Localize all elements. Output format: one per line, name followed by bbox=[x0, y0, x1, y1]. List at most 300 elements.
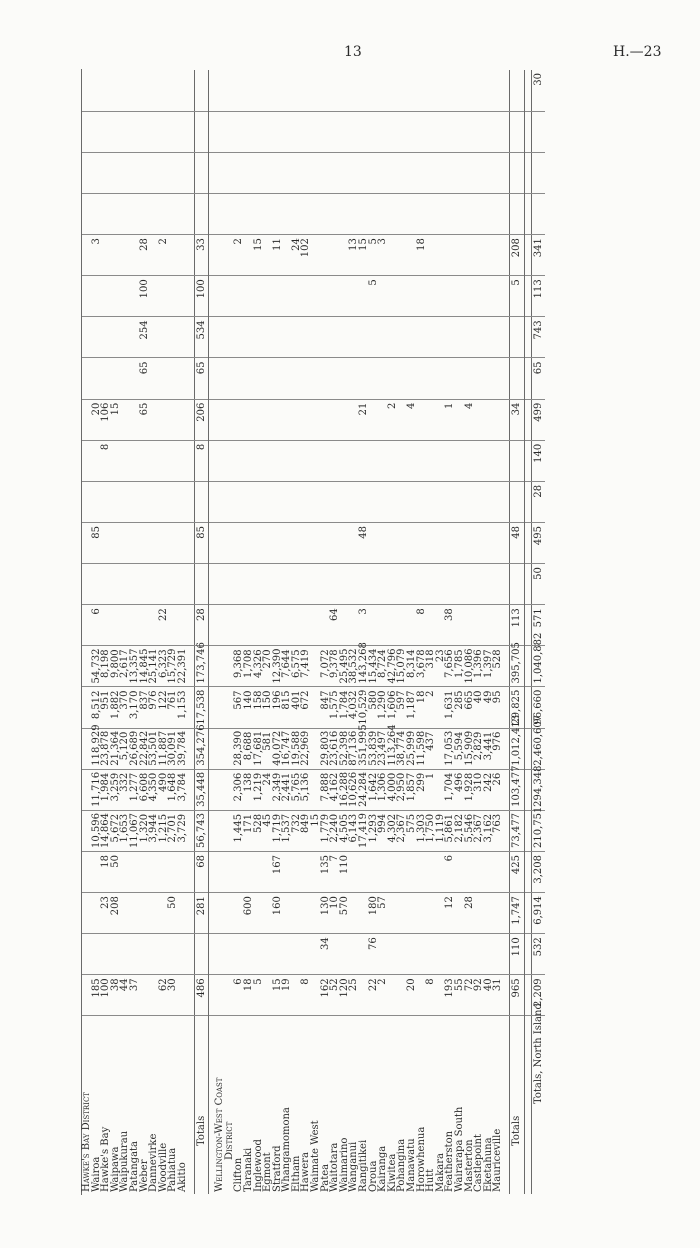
value-cell bbox=[493, 893, 503, 934]
value-cell bbox=[321, 235, 331, 276]
value-cell: 532 bbox=[531, 934, 545, 975]
value-cell: 130 bbox=[321, 893, 331, 934]
value-cell: 10,596 bbox=[92, 810, 102, 851]
value-cell: 24,284 bbox=[359, 769, 369, 810]
value-cell bbox=[455, 605, 465, 646]
value-cell bbox=[359, 194, 369, 235]
value-cell bbox=[292, 152, 302, 193]
value-cell: 8 bbox=[101, 440, 111, 481]
value-cell: 499 bbox=[531, 399, 545, 440]
value-cell bbox=[436, 440, 446, 481]
value-cell bbox=[292, 358, 302, 399]
value-cell: 815 bbox=[282, 687, 292, 728]
value-cell bbox=[225, 70, 235, 111]
value-cell bbox=[301, 358, 311, 399]
value-cell bbox=[254, 276, 264, 317]
value-cell: 496 bbox=[455, 769, 465, 810]
value-cell: 106 bbox=[101, 399, 111, 440]
value-cell bbox=[321, 440, 331, 481]
value-cell: 743 bbox=[531, 317, 545, 358]
value-cell bbox=[493, 399, 503, 440]
value-cell bbox=[140, 975, 150, 1016]
value-cell: 53,501 bbox=[149, 728, 159, 769]
table-row bbox=[168, 70, 178, 1194]
value-cell: 7,888 bbox=[321, 769, 331, 810]
value-cell: 113 bbox=[509, 605, 524, 646]
value-cell bbox=[292, 852, 302, 893]
value-cell bbox=[225, 934, 235, 975]
value-cell bbox=[321, 523, 331, 564]
value-cell: 310 bbox=[474, 769, 484, 810]
value-cell bbox=[330, 564, 340, 605]
value-cell bbox=[465, 852, 475, 893]
value-cell bbox=[388, 893, 398, 934]
value-cell bbox=[474, 70, 484, 111]
value-cell bbox=[349, 276, 359, 317]
value-cell bbox=[101, 152, 111, 193]
value-cell bbox=[369, 564, 379, 605]
value-cell: 16,288 bbox=[340, 769, 350, 810]
value-cell bbox=[340, 481, 350, 522]
value-cell bbox=[531, 111, 545, 152]
value-cell: 14,845 bbox=[140, 646, 150, 687]
row-label: Manawatu bbox=[407, 1016, 417, 1194]
value-cell: 5 bbox=[369, 235, 379, 276]
value-cell bbox=[92, 152, 102, 193]
value-cell bbox=[493, 934, 503, 975]
value-cell bbox=[194, 481, 209, 522]
value-cell bbox=[120, 111, 130, 152]
value-cell: 8 bbox=[417, 605, 427, 646]
value-cell bbox=[82, 276, 92, 317]
value-cell bbox=[417, 523, 427, 564]
value-cell: 30,091 bbox=[168, 728, 178, 769]
value-cell bbox=[311, 276, 321, 317]
value-cell: 28 bbox=[465, 893, 475, 934]
value-cell bbox=[388, 276, 398, 317]
value-cell bbox=[436, 111, 446, 152]
value-cell: 160 bbox=[273, 893, 283, 934]
value-cell: 1,882 bbox=[111, 687, 121, 728]
value-cell: 2,460,607 bbox=[531, 728, 545, 769]
value-cell: 672 bbox=[301, 687, 311, 728]
value-cell bbox=[378, 194, 388, 235]
value-cell bbox=[474, 399, 484, 440]
value-cell bbox=[225, 194, 235, 235]
value-cell: 15,729 bbox=[168, 646, 178, 687]
value-cell: 1 bbox=[445, 399, 455, 440]
value-cell bbox=[215, 194, 225, 235]
value-cell: 162 bbox=[321, 975, 331, 1016]
value-cell bbox=[493, 152, 503, 193]
value-cell bbox=[149, 317, 159, 358]
section-heading: District bbox=[225, 1016, 235, 1194]
value-cell: 48 bbox=[509, 523, 524, 564]
value-cell bbox=[359, 358, 369, 399]
value-cell bbox=[455, 564, 465, 605]
value-cell: 8,724 bbox=[378, 646, 388, 687]
value-cell bbox=[244, 70, 254, 111]
value-cell: 11,716 bbox=[92, 769, 102, 810]
value-cell bbox=[178, 605, 188, 646]
value-cell bbox=[531, 194, 545, 235]
value-cell bbox=[340, 934, 350, 975]
value-cell: 22,969 bbox=[301, 728, 311, 769]
value-cell bbox=[474, 276, 484, 317]
table-row bbox=[493, 70, 503, 1194]
value-cell bbox=[263, 317, 273, 358]
value-cell: 20 bbox=[407, 975, 417, 1016]
value-cell bbox=[159, 481, 169, 522]
value-cell: 15 bbox=[311, 810, 321, 851]
value-cell: 567 bbox=[234, 687, 244, 728]
value-cell bbox=[130, 194, 140, 235]
value-cell bbox=[321, 111, 331, 152]
value-cell bbox=[234, 111, 244, 152]
value-cell bbox=[445, 111, 455, 152]
value-cell bbox=[369, 70, 379, 111]
value-cell: 3,162 bbox=[484, 810, 494, 851]
value-cell bbox=[474, 440, 484, 481]
value-cell bbox=[378, 276, 388, 317]
value-cell: 72 bbox=[465, 975, 475, 1016]
value-cell: 40 bbox=[484, 975, 494, 1016]
value-cell: 13,357 bbox=[130, 646, 140, 687]
value-cell bbox=[292, 523, 302, 564]
value-cell bbox=[407, 194, 417, 235]
row-label: Patea bbox=[321, 1016, 331, 1194]
value-cell bbox=[273, 194, 283, 235]
value-cell: 7,072 bbox=[321, 646, 331, 687]
value-cell bbox=[359, 564, 369, 605]
value-cell bbox=[465, 111, 475, 152]
value-cell: 395,705 bbox=[509, 646, 524, 687]
value-cell: 143,268 bbox=[359, 646, 369, 687]
value-cell bbox=[484, 523, 494, 564]
value-cell bbox=[282, 276, 292, 317]
value-cell: 18 bbox=[417, 687, 427, 728]
value-cell bbox=[465, 481, 475, 522]
value-cell bbox=[120, 481, 130, 522]
value-cell bbox=[378, 152, 388, 193]
value-cell bbox=[225, 893, 235, 934]
value-cell: 354,276 bbox=[194, 728, 209, 769]
value-cell bbox=[120, 564, 130, 605]
value-cell bbox=[349, 317, 359, 358]
value-cell bbox=[445, 481, 455, 522]
value-cell bbox=[321, 70, 331, 111]
value-cell bbox=[263, 194, 273, 235]
value-cell bbox=[426, 934, 436, 975]
value-cell bbox=[178, 440, 188, 481]
value-cell: 1,293 bbox=[369, 810, 379, 851]
value-cell bbox=[407, 481, 417, 522]
value-cell bbox=[273, 564, 283, 605]
value-cell: 9,800 bbox=[111, 646, 121, 687]
value-cell: 28 bbox=[194, 605, 209, 646]
value-cell: 8 bbox=[426, 975, 436, 1016]
value-cell bbox=[215, 934, 225, 975]
value-cell bbox=[455, 111, 465, 152]
value-cell bbox=[407, 564, 417, 605]
value-cell: 1,631 bbox=[445, 687, 455, 728]
value-cell bbox=[159, 111, 169, 152]
table-row bbox=[120, 70, 130, 1194]
value-cell bbox=[178, 358, 188, 399]
spacer-cell bbox=[524, 852, 531, 893]
value-cell bbox=[436, 152, 446, 193]
value-cell bbox=[101, 605, 111, 646]
value-cell: 994 bbox=[378, 810, 388, 851]
value-cell bbox=[455, 523, 465, 564]
value-cell: 23 bbox=[436, 646, 446, 687]
table-row bbox=[455, 70, 465, 1194]
row-label: Taranaki bbox=[244, 1016, 254, 1194]
value-cell bbox=[215, 687, 225, 728]
value-cell bbox=[178, 523, 188, 564]
value-cell bbox=[321, 317, 331, 358]
value-cell bbox=[388, 564, 398, 605]
value-cell bbox=[378, 440, 388, 481]
value-cell bbox=[426, 152, 436, 193]
value-cell bbox=[111, 194, 121, 235]
value-cell: 33 bbox=[194, 235, 209, 276]
value-cell bbox=[263, 523, 273, 564]
value-cell: 26 bbox=[493, 769, 503, 810]
value-cell bbox=[330, 481, 340, 522]
value-cell: 965 bbox=[509, 975, 524, 1016]
value-cell bbox=[244, 152, 254, 193]
value-cell bbox=[273, 317, 283, 358]
row-label: Clifton bbox=[234, 1016, 244, 1194]
value-cell: 1,719 bbox=[273, 810, 283, 851]
value-cell bbox=[359, 481, 369, 522]
value-cell: 17,538 bbox=[194, 687, 209, 728]
value-cell bbox=[120, 852, 130, 893]
value-cell: 425 bbox=[509, 852, 524, 893]
value-cell bbox=[292, 111, 302, 152]
value-cell bbox=[330, 358, 340, 399]
value-cell: 62 bbox=[159, 975, 169, 1016]
value-cell bbox=[120, 276, 130, 317]
value-cell bbox=[82, 111, 92, 152]
value-cell bbox=[178, 893, 188, 934]
value-cell bbox=[215, 893, 225, 934]
value-cell bbox=[215, 440, 225, 481]
value-cell bbox=[340, 152, 350, 193]
value-cell bbox=[311, 235, 321, 276]
row-label: Hutt bbox=[426, 1016, 436, 1194]
value-cell: 17,419 bbox=[359, 810, 369, 851]
value-cell bbox=[407, 893, 417, 934]
value-cell: 4 bbox=[465, 399, 475, 440]
value-cell: 173,746 bbox=[194, 646, 209, 687]
row-label: Akitio bbox=[178, 1016, 188, 1194]
value-cell bbox=[493, 440, 503, 481]
value-cell bbox=[120, 317, 130, 358]
value-cell bbox=[509, 317, 524, 358]
value-cell bbox=[445, 235, 455, 276]
value-cell bbox=[301, 111, 311, 152]
value-cell: 15,079 bbox=[397, 646, 407, 687]
value-cell bbox=[273, 523, 283, 564]
value-cell: 100 bbox=[194, 276, 209, 317]
value-cell: 50 bbox=[531, 564, 545, 605]
value-cell bbox=[378, 358, 388, 399]
value-cell bbox=[378, 605, 388, 646]
value-cell bbox=[130, 152, 140, 193]
value-cell bbox=[340, 399, 350, 440]
value-cell bbox=[349, 111, 359, 152]
value-cell bbox=[417, 111, 427, 152]
value-cell: 138 bbox=[244, 769, 254, 810]
value-cell: 18 bbox=[417, 235, 427, 276]
value-cell: 1,187 bbox=[407, 687, 417, 728]
value-cell bbox=[292, 564, 302, 605]
value-cell bbox=[349, 194, 359, 235]
value-cell bbox=[407, 152, 417, 193]
value-cell: 1 bbox=[426, 769, 436, 810]
value-cell: 351,995 bbox=[359, 728, 369, 769]
value-cell bbox=[301, 399, 311, 440]
value-cell bbox=[254, 358, 264, 399]
value-cell bbox=[378, 317, 388, 358]
value-cell: 4,162 bbox=[330, 769, 340, 810]
value-cell bbox=[140, 111, 150, 152]
value-cell bbox=[254, 564, 264, 605]
value-cell bbox=[378, 481, 388, 522]
value-cell bbox=[101, 564, 111, 605]
value-cell: 1,784 bbox=[340, 687, 350, 728]
value-cell: 85 bbox=[92, 523, 102, 564]
value-cell: 110 bbox=[509, 934, 524, 975]
value-cell: 761 bbox=[168, 687, 178, 728]
value-cell bbox=[82, 934, 92, 975]
value-cell bbox=[484, 605, 494, 646]
value-cell bbox=[484, 152, 494, 193]
value-cell bbox=[82, 152, 92, 193]
value-cell bbox=[445, 317, 455, 358]
value-cell: 299 bbox=[417, 769, 427, 810]
value-cell bbox=[388, 852, 398, 893]
value-cell bbox=[82, 564, 92, 605]
value-cell bbox=[301, 194, 311, 235]
section-heading: Wellington-West Coast bbox=[215, 1016, 225, 1194]
value-cell bbox=[349, 358, 359, 399]
value-cell bbox=[168, 152, 178, 193]
value-cell: 1,779 bbox=[321, 810, 331, 851]
value-cell bbox=[82, 194, 92, 235]
value-cell bbox=[509, 70, 524, 111]
value-cell bbox=[474, 194, 484, 235]
value-cell bbox=[474, 358, 484, 399]
value-cell bbox=[178, 194, 188, 235]
value-cell: 4 bbox=[407, 399, 417, 440]
value-cell: 25,999 bbox=[407, 728, 417, 769]
value-cell bbox=[359, 152, 369, 193]
row-label: Featherston bbox=[445, 1016, 455, 1194]
value-cell: 22 bbox=[369, 975, 379, 1016]
value-cell bbox=[82, 317, 92, 358]
value-cell bbox=[244, 358, 254, 399]
spacer-row bbox=[524, 70, 531, 1194]
value-cell: 242 bbox=[484, 769, 494, 810]
row-label: Totals bbox=[194, 1016, 209, 1194]
value-cell: 8,198 bbox=[101, 646, 111, 687]
row-label: Waipawa bbox=[111, 1016, 121, 1194]
value-cell bbox=[426, 194, 436, 235]
value-cell bbox=[426, 523, 436, 564]
value-cell bbox=[140, 605, 150, 646]
value-cell: 2 bbox=[378, 975, 388, 1016]
value-cell bbox=[417, 152, 427, 193]
value-cell bbox=[426, 440, 436, 481]
value-cell bbox=[168, 235, 178, 276]
value-cell bbox=[474, 852, 484, 893]
table-row bbox=[301, 70, 311, 1194]
value-cell bbox=[178, 317, 188, 358]
value-cell: 113,264 bbox=[388, 728, 398, 769]
row-label: Makara bbox=[436, 1016, 446, 1194]
value-cell bbox=[273, 399, 283, 440]
value-cell bbox=[445, 276, 455, 317]
value-cell bbox=[140, 893, 150, 934]
value-cell bbox=[282, 317, 292, 358]
value-cell: 167 bbox=[273, 852, 283, 893]
value-cell bbox=[378, 111, 388, 152]
rotated-statistics-table bbox=[82, 70, 672, 1194]
value-cell: 1,537 bbox=[282, 810, 292, 851]
table-row bbox=[111, 70, 121, 1194]
value-cell bbox=[321, 564, 331, 605]
value-cell bbox=[484, 481, 494, 522]
value-cell bbox=[292, 317, 302, 358]
value-cell bbox=[330, 523, 340, 564]
value-cell bbox=[215, 975, 225, 1016]
value-cell bbox=[301, 276, 311, 317]
value-cell: 332 bbox=[120, 769, 130, 810]
value-cell bbox=[244, 934, 254, 975]
value-cell bbox=[130, 440, 140, 481]
value-cell bbox=[194, 194, 209, 235]
value-cell: 3,784 bbox=[178, 769, 188, 810]
value-cell: 254 bbox=[140, 317, 150, 358]
value-cell bbox=[349, 481, 359, 522]
value-cell bbox=[311, 317, 321, 358]
value-cell bbox=[426, 111, 436, 152]
row-label: Weber bbox=[140, 1016, 150, 1194]
value-cell bbox=[407, 276, 417, 317]
value-cell bbox=[130, 605, 140, 646]
value-cell bbox=[120, 893, 130, 934]
value-cell bbox=[168, 605, 178, 646]
value-cell bbox=[159, 564, 169, 605]
spacer-cell bbox=[524, 235, 531, 276]
value-cell: 5 bbox=[254, 975, 264, 1016]
value-cell bbox=[225, 358, 235, 399]
value-cell bbox=[215, 276, 225, 317]
spacer-cell bbox=[524, 523, 531, 564]
value-cell: 6,575 bbox=[292, 646, 302, 687]
value-cell bbox=[292, 605, 302, 646]
value-cell bbox=[484, 111, 494, 152]
value-cell bbox=[340, 358, 350, 399]
value-cell: 1,290 bbox=[378, 687, 388, 728]
spacer-cell bbox=[524, 975, 531, 1016]
value-cell bbox=[225, 152, 235, 193]
value-cell bbox=[82, 358, 92, 399]
value-cell: 534 bbox=[194, 317, 209, 358]
